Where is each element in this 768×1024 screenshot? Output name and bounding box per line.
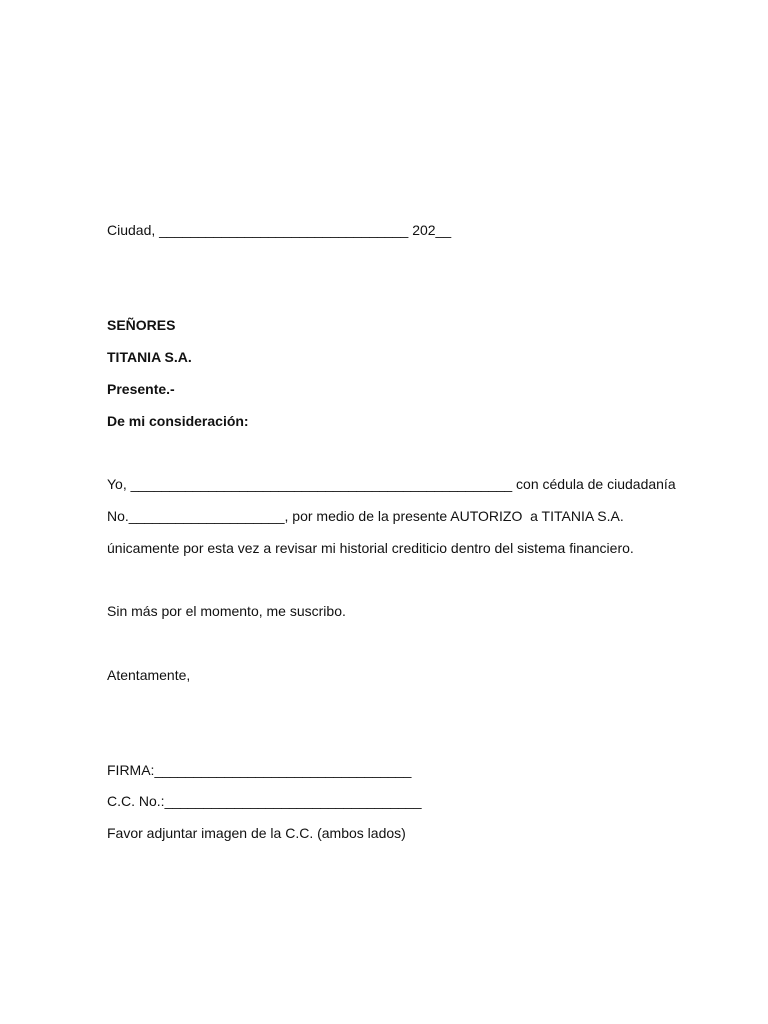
signature-cc-line: C.C. No.:_________________________________ xyxy=(107,793,422,809)
recipient-company: TITANIA S.A. xyxy=(107,349,192,365)
body-line-1: Yo, _________________________________________________ con cédula de ciudadanía xyxy=(107,476,676,492)
recipient-senores: SEÑORES xyxy=(107,317,176,333)
closing-line: Sin más por el momento, me suscribo. xyxy=(107,603,346,619)
attachment-note: Favor adjuntar imagen de la C.C. (ambos lados) xyxy=(107,825,406,841)
recipient-presente: Presente.- xyxy=(107,381,175,397)
date-line: Ciudad, ________________________________ 202__ xyxy=(107,222,452,238)
body-line-3: únicamente por esta vez a revisar mi historial crediticio dentro del sistema financiero. xyxy=(107,540,634,556)
salutation: De mi consideración: xyxy=(107,413,249,429)
signoff: Atentamente, xyxy=(107,667,191,683)
body-line-2: No.____________________, por medio de la presente AUTORIZO a TITANIA S.A. xyxy=(107,508,624,524)
signature-firma-line: FIRMA:_________________________________ xyxy=(107,762,412,778)
